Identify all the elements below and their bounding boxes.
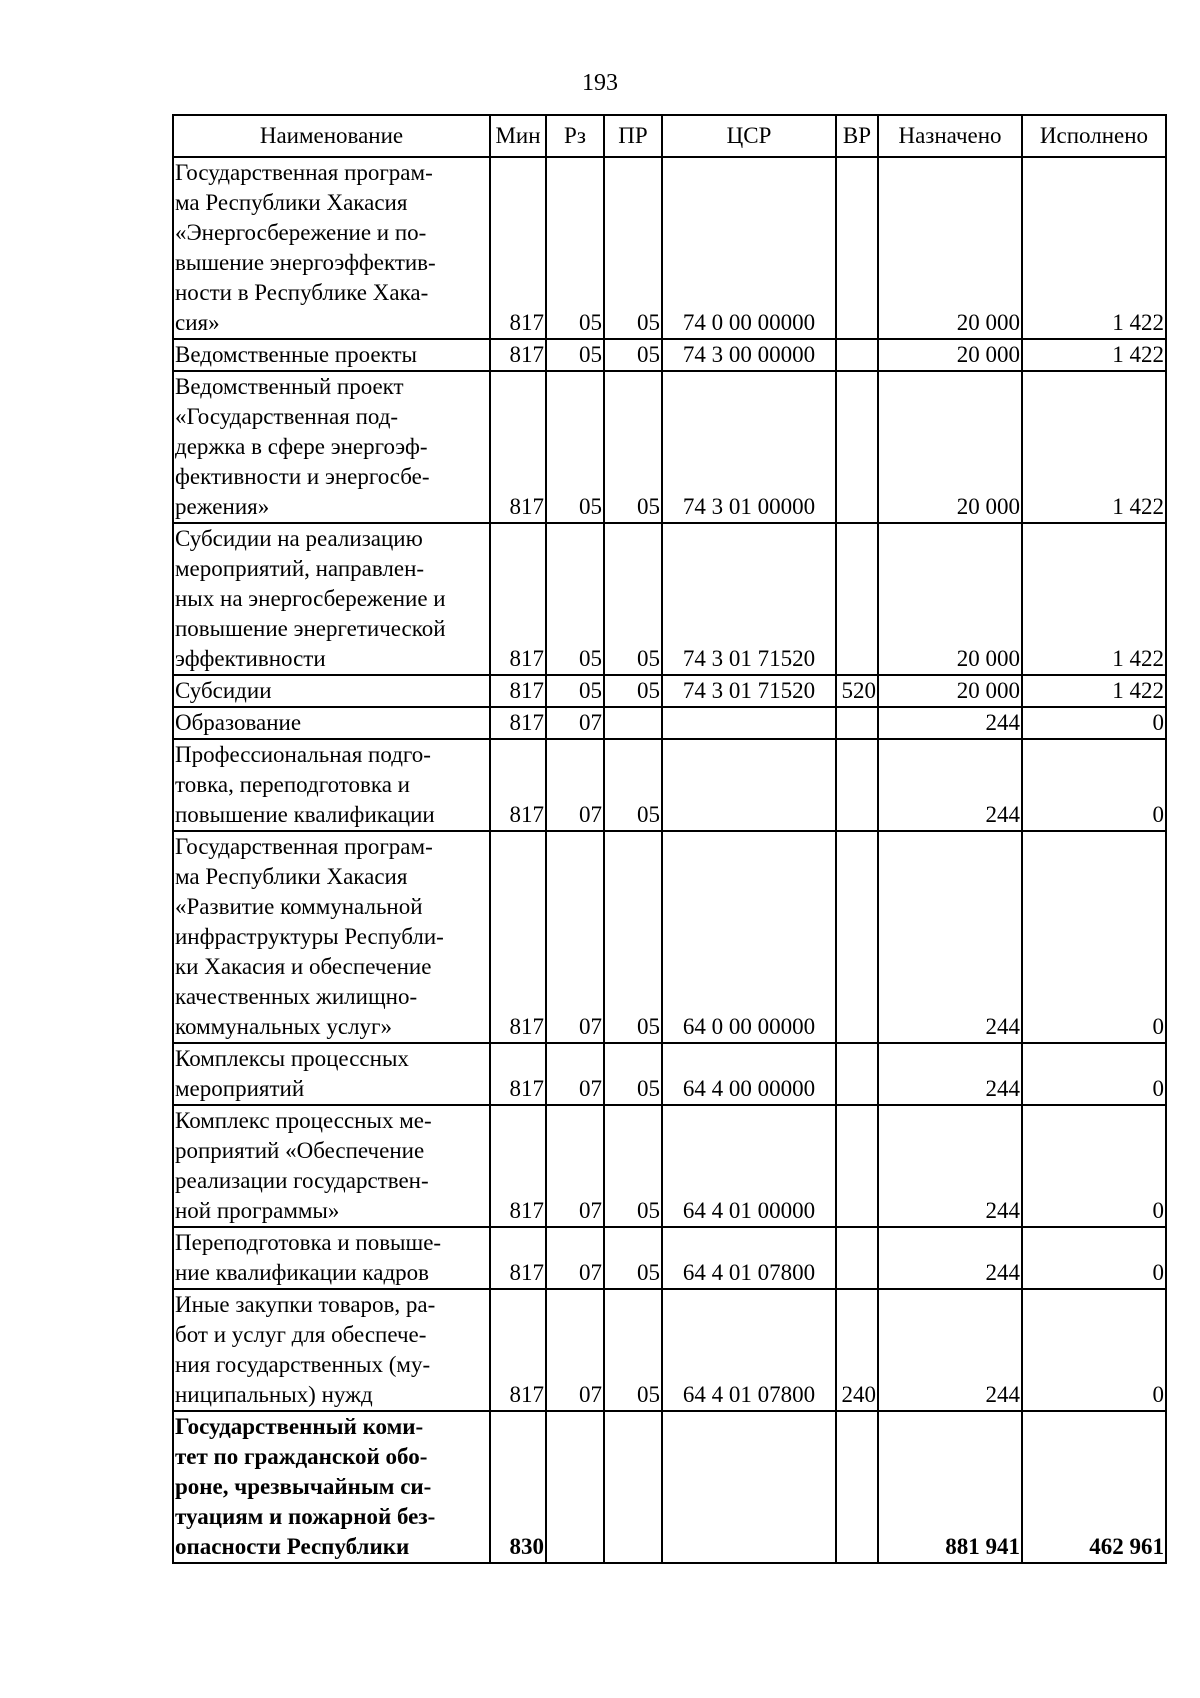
cell-csr: 74 3 00 00000 [662,339,836,371]
cell-vr [836,1105,878,1227]
cell-pr [604,1411,662,1563]
cell-rz: 07 [546,1043,604,1105]
cell-min: 817 [490,675,546,707]
name-line: Государственный коми- [175,1414,424,1439]
cell-vr [836,339,878,371]
cell-min: 817 [490,1227,546,1289]
name-line: «Государственная под- [175,404,399,429]
cell-min: 817 [490,707,546,739]
cell-name [173,1227,490,1289]
name-line: Государственная програм- [175,160,433,185]
name-line: ки Хакасия и обеспечение [175,954,432,979]
cell-min: 817 [490,339,546,371]
cell-executed: 462 961 [1022,1411,1166,1563]
name-line: повышение квалификации [175,802,435,827]
cell-executed: 0 [1022,1289,1166,1411]
cell-pr: 05 [604,1105,662,1227]
name-line: Государственная програм- [175,834,433,859]
cell-csr: 64 4 01 00000 [662,1105,836,1227]
table-row [173,1411,1166,1563]
cell-name [173,1043,490,1105]
name-line: сия» [175,310,220,335]
cell-executed: 0 [1022,831,1166,1043]
cell-csr: 74 0 00 00000 [662,157,836,339]
cell-rz: 05 [546,339,604,371]
cell-vr [836,157,878,339]
cell-pr: 05 [604,339,662,371]
name-line: ности в Республике Хака- [175,280,429,305]
cell-min: 817 [490,371,546,523]
cell-executed: 0 [1022,707,1166,739]
name-line: роне, чрезвычайным си- [175,1474,432,1499]
cell-pr [604,707,662,739]
cell-vr [836,739,878,831]
table-row [173,707,1166,739]
cell-executed: 1 422 [1022,523,1166,675]
column-header-name: Наименование [173,115,490,157]
table-body [173,157,1166,1563]
table-row [173,1227,1166,1289]
name-line: ния государственных (му- [175,1352,431,1377]
column-header-rz: Рз [546,115,604,157]
name-line: Комплексы процессных [175,1046,409,1071]
name-line: вышение энергоэффектив- [175,250,436,275]
name-line: ной программы» [175,1198,340,1223]
name-line: Образование [175,710,302,735]
cell-assigned: 244 [878,831,1022,1043]
cell-vr: 240 [836,1289,878,1411]
table-row [173,1105,1166,1227]
cell-assigned: 244 [878,1043,1022,1105]
cell-assigned: 244 [878,1289,1022,1411]
cell-name [173,675,490,707]
name-line: ных на энергосбережение и [175,586,446,611]
cell-vr [836,523,878,675]
cell-name [173,371,490,523]
column-header-vr: ВР [836,115,878,157]
cell-name [173,739,490,831]
table-row [173,157,1166,339]
budget-table [172,114,1167,1564]
cell-pr: 05 [604,831,662,1043]
cell-pr: 05 [604,371,662,523]
name-line: Ведомственный проект [175,374,404,399]
name-line: Переподготовка и повыше- [175,1230,442,1255]
cell-rz: 07 [546,739,604,831]
cell-csr: 64 4 01 07800 [662,1289,836,1411]
cell-assigned: 20 000 [878,675,1022,707]
cell-min: 817 [490,1043,546,1105]
column-header-executed: Исполнено [1022,115,1166,157]
name-line: мероприятий, направлен- [175,556,425,581]
column-header-pr: ПР [604,115,662,157]
table-row [173,675,1166,707]
cell-rz: 05 [546,675,604,707]
cell-pr: 05 [604,1289,662,1411]
table-row [173,339,1166,371]
name-line: ние квалификации кадров [175,1260,430,1285]
cell-rz: 07 [546,1289,604,1411]
table-row [173,1043,1166,1105]
cell-executed: 1 422 [1022,675,1166,707]
cell-executed: 0 [1022,1043,1166,1105]
cell-csr: 64 4 00 00000 [662,1043,836,1105]
cell-executed: 0 [1022,739,1166,831]
cell-assigned: 20 000 [878,157,1022,339]
cell-name [173,523,490,675]
table-row [173,1289,1166,1411]
cell-vr [836,1411,878,1563]
cell-name [173,707,490,739]
name-line: повышение энергетической [175,616,446,641]
cell-rz: 07 [546,1227,604,1289]
cell-csr: 74 3 01 00000 [662,371,836,523]
cell-pr: 05 [604,739,662,831]
name-line: товка, переподготовка и [175,772,410,797]
cell-min: 817 [490,739,546,831]
name-line: мероприятий [175,1076,305,1101]
table-row [173,523,1166,675]
cell-min: 817 [490,1289,546,1411]
column-header-min: Мин [490,115,546,157]
table-row [173,371,1166,523]
cell-name [173,1289,490,1411]
name-line: Ведомственные проекты [175,342,417,367]
cell-pr: 05 [604,523,662,675]
name-line: коммунальных услуг» [175,1014,392,1039]
name-line: бот и услуг для обеспече- [175,1322,427,1347]
cell-pr: 05 [604,1227,662,1289]
cell-rz: 07 [546,707,604,739]
cell-assigned: 244 [878,1227,1022,1289]
name-line: режения» [175,494,270,519]
cell-assigned: 244 [878,739,1022,831]
cell-name [173,1411,490,1563]
cell-pr: 05 [604,157,662,339]
cell-assigned: 20 000 [878,371,1022,523]
name-line: Иные закупки товаров, ра- [175,1292,436,1317]
cell-name [173,831,490,1043]
cell-csr: 74 3 01 71520 [662,523,836,675]
cell-csr [662,739,836,831]
name-line: «Энергосбережение и по- [175,220,427,245]
cell-executed: 0 [1022,1105,1166,1227]
name-line: качественных жилищно- [175,984,418,1009]
name-line: Субсидии [175,678,272,703]
cell-name [173,1105,490,1227]
cell-rz: 07 [546,1105,604,1227]
cell-vr [836,371,878,523]
cell-csr: 64 0 00 00000 [662,831,836,1043]
column-header-csr: ЦСР [662,115,836,157]
cell-name [173,157,490,339]
cell-rz: 05 [546,157,604,339]
name-line: ниципальных) нужд [175,1382,373,1407]
name-line: Субсидии на реализацию [175,526,423,551]
cell-assigned: 244 [878,707,1022,739]
cell-min: 817 [490,157,546,339]
cell-vr [836,707,878,739]
cell-min: 817 [490,523,546,675]
header-row [173,115,1166,157]
name-line: фективности и энергосбе- [175,464,430,489]
cell-rz: 05 [546,371,604,523]
name-line: инфраструктуры Республи- [175,924,444,949]
name-line: реализации государствен- [175,1168,429,1193]
cell-assigned: 20 000 [878,339,1022,371]
name-line: держка в сфере энергоэф- [175,434,428,459]
name-line: эффективности [175,646,326,671]
name-line: ма Республики Хакасия [175,864,408,889]
cell-assigned: 20 000 [878,523,1022,675]
name-line: Профессиональная подго- [175,742,431,767]
name-line: туациям и пожарной без- [175,1504,436,1529]
cell-assigned: 881 941 [878,1411,1022,1563]
name-line: роприятий «Обеспечение [175,1138,425,1163]
cell-csr: 74 3 01 71520 [662,675,836,707]
name-line: «Развитие коммунальной [175,894,423,919]
cell-pr: 05 [604,1043,662,1105]
cell-assigned: 244 [878,1105,1022,1227]
cell-min: 817 [490,1105,546,1227]
cell-executed: 1 422 [1022,339,1166,371]
cell-executed: 1 422 [1022,157,1166,339]
cell-vr [836,1227,878,1289]
cell-rz: 05 [546,523,604,675]
cell-csr [662,1411,836,1563]
cell-csr: 64 4 01 07800 [662,1227,836,1289]
cell-executed: 1 422 [1022,371,1166,523]
name-line: тет по гражданской обо- [175,1444,428,1469]
cell-csr [662,707,836,739]
cell-name [173,339,490,371]
table-row [173,831,1166,1043]
page-number: 193 [582,70,618,96]
table-row [173,739,1166,831]
column-header-assigned: Назначено [878,115,1022,157]
cell-pr: 05 [604,675,662,707]
name-line: опасности Республики [175,1534,410,1559]
name-line: Комплекс процессных ме- [175,1108,432,1133]
cell-vr [836,831,878,1043]
name-line: ма Республики Хакасия [175,190,408,215]
cell-vr [836,1043,878,1105]
cell-rz [546,1411,604,1563]
cell-executed: 0 [1022,1227,1166,1289]
cell-rz: 07 [546,831,604,1043]
cell-vr: 520 [836,675,878,707]
cell-min: 830 [490,1411,546,1563]
cell-min: 817 [490,831,546,1043]
